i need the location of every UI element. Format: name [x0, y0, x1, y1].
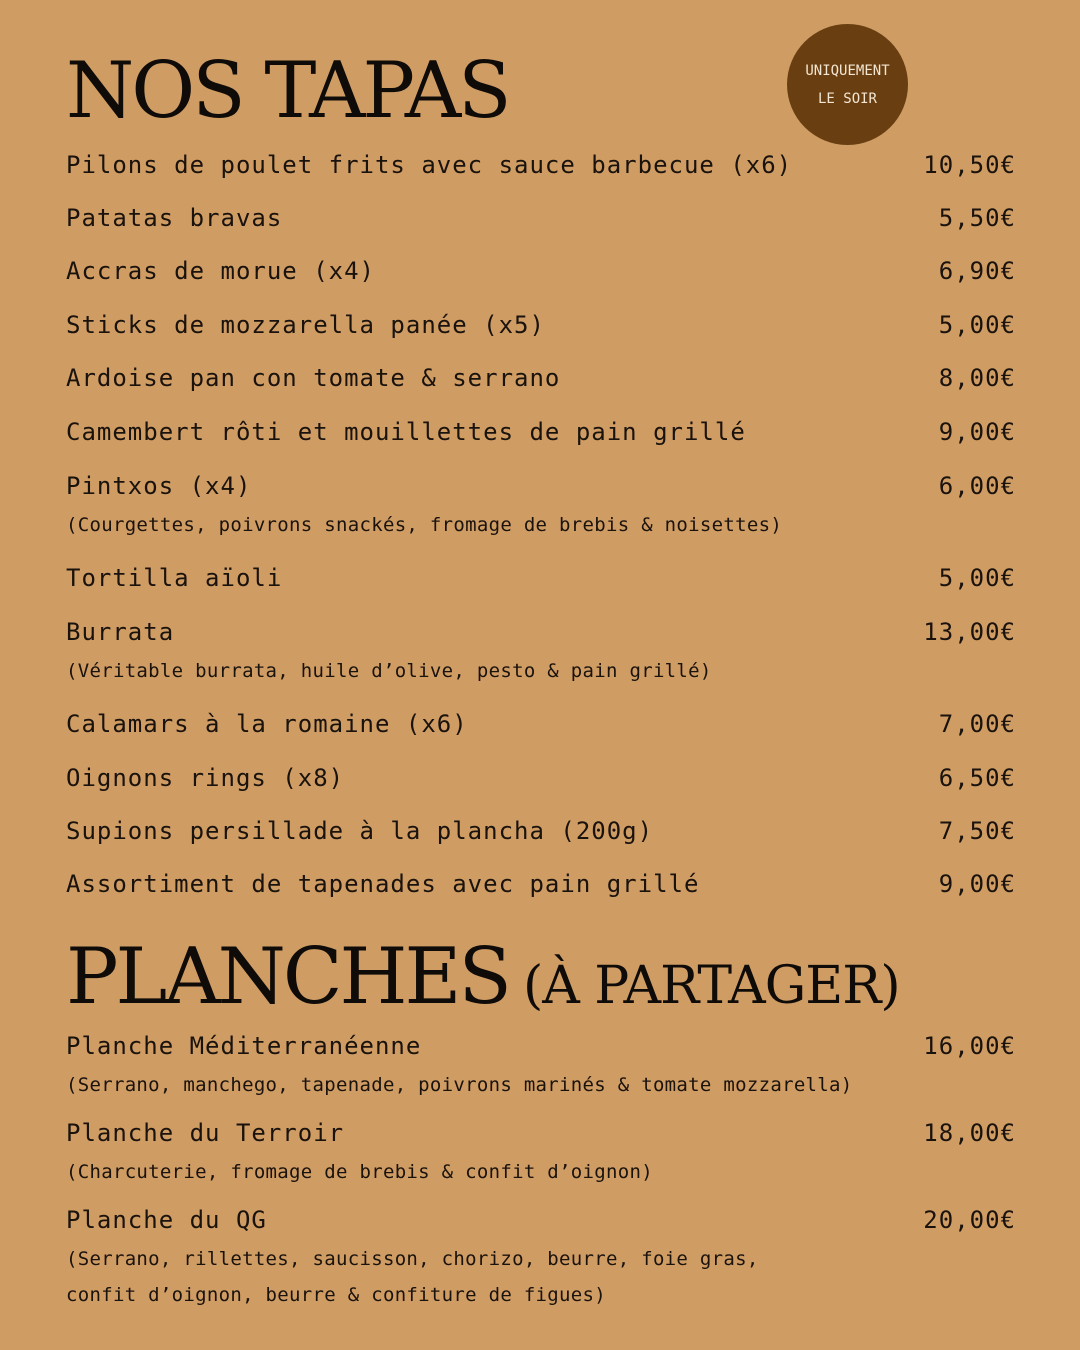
item-name: Calamars à la romaine (x6)	[66, 710, 468, 738]
item-price: 5,00€	[938, 564, 1016, 592]
tapas-item	[66, 869, 1016, 899]
item-price: 13,00€	[923, 618, 1016, 646]
item-description: (Véritable burrata, huile d’olive, pesto & pain grillé)	[66, 660, 712, 682]
item-price: 5,00€	[938, 311, 1016, 339]
tapas-item	[66, 617, 1016, 689]
tapas-item	[66, 310, 1016, 340]
item-price: 9,00€	[938, 870, 1016, 898]
tapas-item	[66, 563, 1016, 593]
item-price: 16,00€	[923, 1032, 1016, 1060]
item-price: 6,90€	[938, 257, 1016, 285]
item-description: (Serrano, rillettes, saucisson, chorizo, beurre, foie gras, confit d’oignon, beurre & confiture de figues)	[66, 1248, 759, 1306]
item-price: 7,00€	[938, 710, 1016, 738]
item-name: Patatas bravas	[66, 204, 283, 232]
badge-line-1: UNIQUEMENT	[805, 62, 890, 79]
tapas-item	[66, 256, 1016, 286]
item-name: Accras de morue (x4)	[66, 257, 375, 285]
tapas-item	[66, 417, 1016, 447]
item-price: 18,00€	[923, 1119, 1016, 1147]
tapas-item	[66, 709, 1016, 739]
item-price: 6,00€	[938, 472, 1016, 500]
tapas-item	[66, 763, 1016, 793]
item-name: Assortiment de tapenades avec pain grillé	[66, 870, 700, 898]
item-description: (Charcuterie, fromage de brebis & confit d’oignon)	[66, 1161, 653, 1183]
tapas-section-title: NOS TAPAS	[66, 46, 509, 136]
item-price: 5,50€	[938, 204, 1016, 232]
tapas-item	[66, 150, 1016, 180]
item-price: 20,00€	[923, 1206, 1016, 1234]
item-name: Pintxos (x4)	[66, 472, 252, 500]
planche-item	[66, 1205, 1016, 1313]
badge-line-2: LE SOIR	[817, 90, 877, 107]
item-description: (Courgettes, poivrons snackés, fromage de brebis & noisettes)	[66, 514, 783, 536]
item-name: Supions persillade à la plancha (200g)	[66, 817, 654, 845]
item-name: Planche du Terroir	[66, 1119, 345, 1147]
item-name: Camembert rôti et mouillettes de pain grillé	[66, 418, 746, 446]
evening-only-badge	[787, 24, 908, 145]
planches-title-text: PLANCHES	[66, 932, 509, 1022]
item-name: Planche du QG	[66, 1206, 267, 1234]
item-name: Ardoise pan con tomate & serrano	[66, 364, 561, 392]
tapas-item	[66, 363, 1016, 393]
item-price: 8,00€	[938, 364, 1016, 392]
tapas-item	[66, 203, 1016, 233]
item-price: 6,50€	[938, 764, 1016, 792]
planche-item	[66, 1031, 1016, 1103]
item-price: 9,00€	[938, 418, 1016, 446]
item-name: Planche Méditerranéenne	[66, 1032, 422, 1060]
planches-subtitle: (À PARTAGER)	[522, 956, 900, 1016]
item-description: (Serrano, manchego, tapenade, poivrons marinés & tomate mozzarella)	[66, 1074, 853, 1096]
item-price: 7,50€	[938, 817, 1016, 845]
planche-item	[66, 1118, 1016, 1190]
item-price: 10,50€	[923, 151, 1016, 179]
tapas-item	[66, 816, 1016, 846]
item-name: Sticks de mozzarella panée (x5)	[66, 311, 545, 339]
item-name: Pilons de poulet frits avec sauce barbecue (x6)	[66, 151, 793, 179]
tapas-item	[66, 471, 1016, 543]
item-name: Tortilla aïoli	[66, 564, 283, 592]
item-name: Oignons rings (x8)	[66, 764, 345, 792]
planches-section-title	[66, 932, 900, 1022]
item-name: Burrata	[66, 618, 175, 646]
